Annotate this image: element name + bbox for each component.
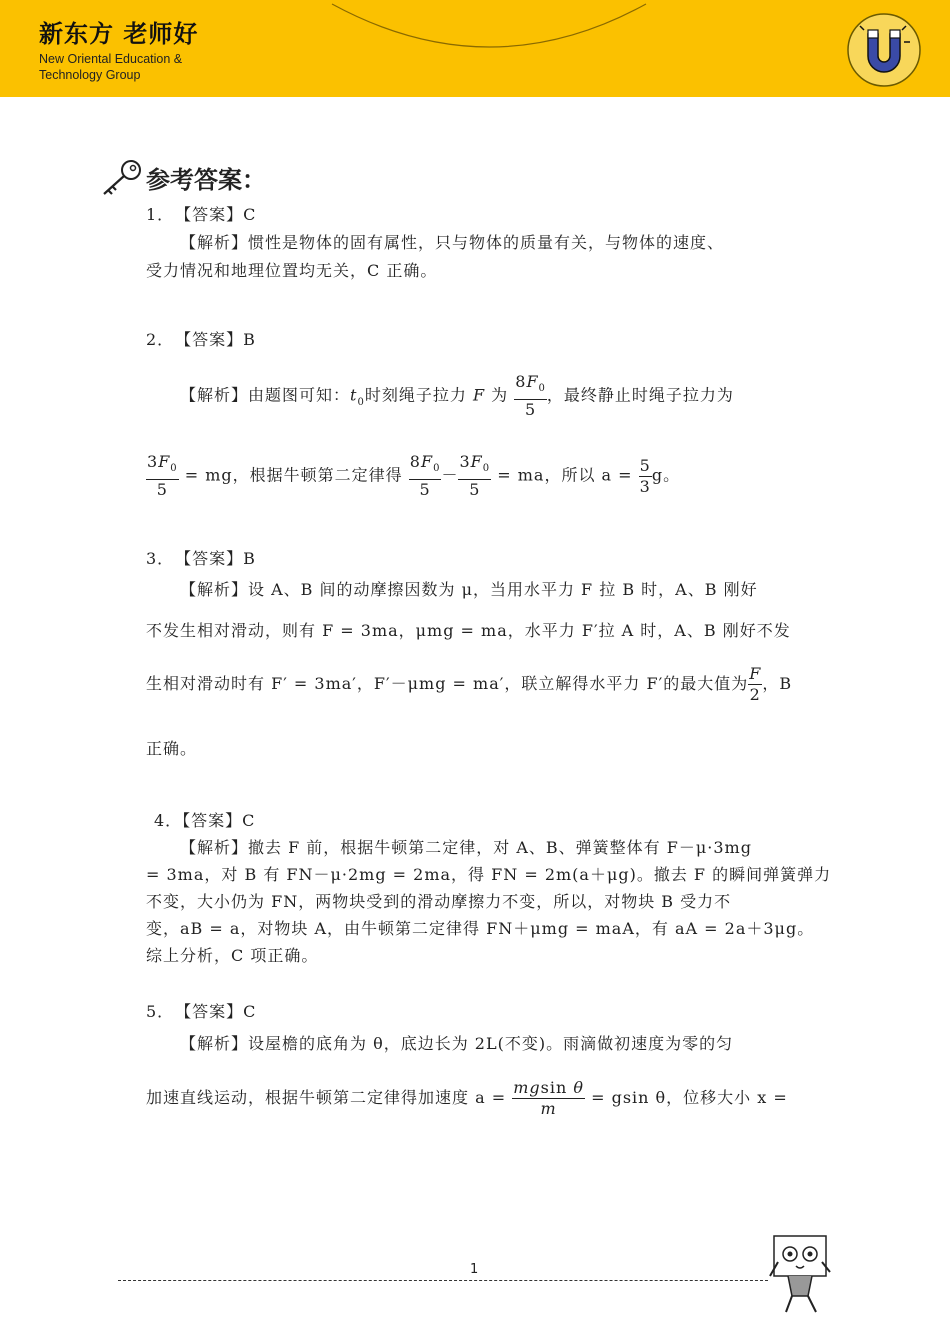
fraction-3F0-over-5-b: $\frac{3F_0}{5}$ xyxy=(459,452,491,500)
fraction-mgsin-over-m: $\frac{\text{mgsin θ}}{m}$ xyxy=(513,1078,584,1118)
q2-eq3: g。 xyxy=(651,465,681,485)
q4-explanation-4: 变，aB = a，对物块 A，由牛顿第二定律得 FN＋μmg = maA，有 aA = 2a＋3μg。 xyxy=(146,919,815,938)
q5-answer: 5． 【答案】C xyxy=(146,1002,257,1021)
q2-eq2: = ma，所以 a = xyxy=(497,465,633,485)
q4-explanation-1: 【解析】撤去 F 前，根据牛顿第二定律，对 A、B、弹簧整体有 F－μ·3mg xyxy=(180,838,752,857)
q5-exp-2a: 加速直线运动，根据牛顿第二定律得加速度 a = xyxy=(146,1088,507,1107)
section-title: 参考答案： xyxy=(146,166,266,194)
q5-explanation-1: 【解析】设屋檐的底角为 θ，底边长为 2L(不变)。雨滴做初速度为零的匀 xyxy=(180,1034,734,1053)
q3-exp-3a: 生相对滑动时有 F′ = 3ma′，F′－μmg = ma′，联立解得水平力 F′的最大值为 xyxy=(146,674,749,693)
q3-answer: 3． 【答案】B xyxy=(146,549,256,568)
q4-answer: 4．【答案】C xyxy=(154,811,256,830)
fraction-F-over-2: $\frac{F}{2}$ xyxy=(749,664,762,704)
fraction-3F0-over-5: $\frac{3F_0}{5}$ xyxy=(147,452,178,500)
q5-explanation-2 xyxy=(146,1078,788,1119)
mascot-book-icon xyxy=(768,1232,832,1316)
q3-exp-3b: ，B xyxy=(762,674,793,693)
q2-exp-b: 时刻绳子拉力 xyxy=(364,385,467,405)
q4-explanation-3: 不变，大小仍为 FN，两物块受到的滑动摩擦力不变，所以，对物块 B 受力不 xyxy=(146,892,732,911)
key-icon xyxy=(100,158,144,198)
q4-explanation-2: = 3ma，对 B 有 FN－μ·2mg = 2ma，得 FN = 2m(a＋μg)。撤去 F 的瞬间弹簧弹力 xyxy=(146,865,832,884)
q1-answer: 1． 【答案】C xyxy=(146,205,257,224)
brand-en-line-1: New Oriental Education & xyxy=(39,52,183,66)
q4-explanation-5: 综上分析，C 项正确。 xyxy=(146,946,319,965)
q5-exp-2b: = gsin θ，位移大小 x = xyxy=(591,1088,788,1107)
q2-explanation-1: 【解析】由题图可知：$t_0$时刻绳子拉力 F 为 $\frac{8F_0}{5}$ ，最终静止时绳子拉力为 xyxy=(180,372,734,420)
q1-explanation-1: 【解析】惯性是物体的固有属性，只与物体的质量有关，与物体的速度、 xyxy=(180,233,725,252)
page-number: 1 xyxy=(470,1262,479,1277)
q3-explanation-2: 不发生相对滑动，则有 F = 3ma，μmg = ma，水平力 F′拉 A 时，A、B 刚好不发 xyxy=(146,621,791,640)
q1-explanation-2: 受力情况和地理位置均无关，C 正确。 xyxy=(146,261,438,280)
q2-exp-d: ，最终静止时绳子拉力为 xyxy=(546,385,734,405)
q2-exp-a: 【解析】由题图可知： xyxy=(180,385,351,405)
q2-eq1: = mg，根据牛顿第二定律得 xyxy=(184,465,403,485)
q3-explanation-1: 【解析】设 A、B 间的动摩擦因数为 μ，当用水平力 F 拉 B 时，A、B 刚好 xyxy=(180,580,758,599)
footer-divider xyxy=(118,1280,768,1281)
fraction-8F0-over-5: $\frac{8F_0}{5}$ xyxy=(515,372,546,420)
q3-explanation-3 xyxy=(146,664,792,705)
brand-en-line-2: Technology Group xyxy=(39,68,141,82)
fraction-8F0-over-5-b: $\frac{8F_0}{5}$ xyxy=(409,452,441,500)
q2-answer: 2． 【答案】B xyxy=(146,330,256,349)
brand-name-cn: 新东方 老师好 xyxy=(39,20,199,48)
q3-explanation-4: 正确。 xyxy=(146,739,198,758)
q2-explanation-2: $\frac{3F_0}{5}$ = mg，根据牛顿第二定律得 $\frac{8F_0}{5}$ － $\frac{3F_0}{5}$ = ma，所以 a = $\frac{5}{3}$ g。 xyxy=(147,452,681,500)
q2-exp-c: 为 xyxy=(491,385,509,405)
fraction-5-over-3: $\frac{5}{3}$ xyxy=(639,455,651,496)
